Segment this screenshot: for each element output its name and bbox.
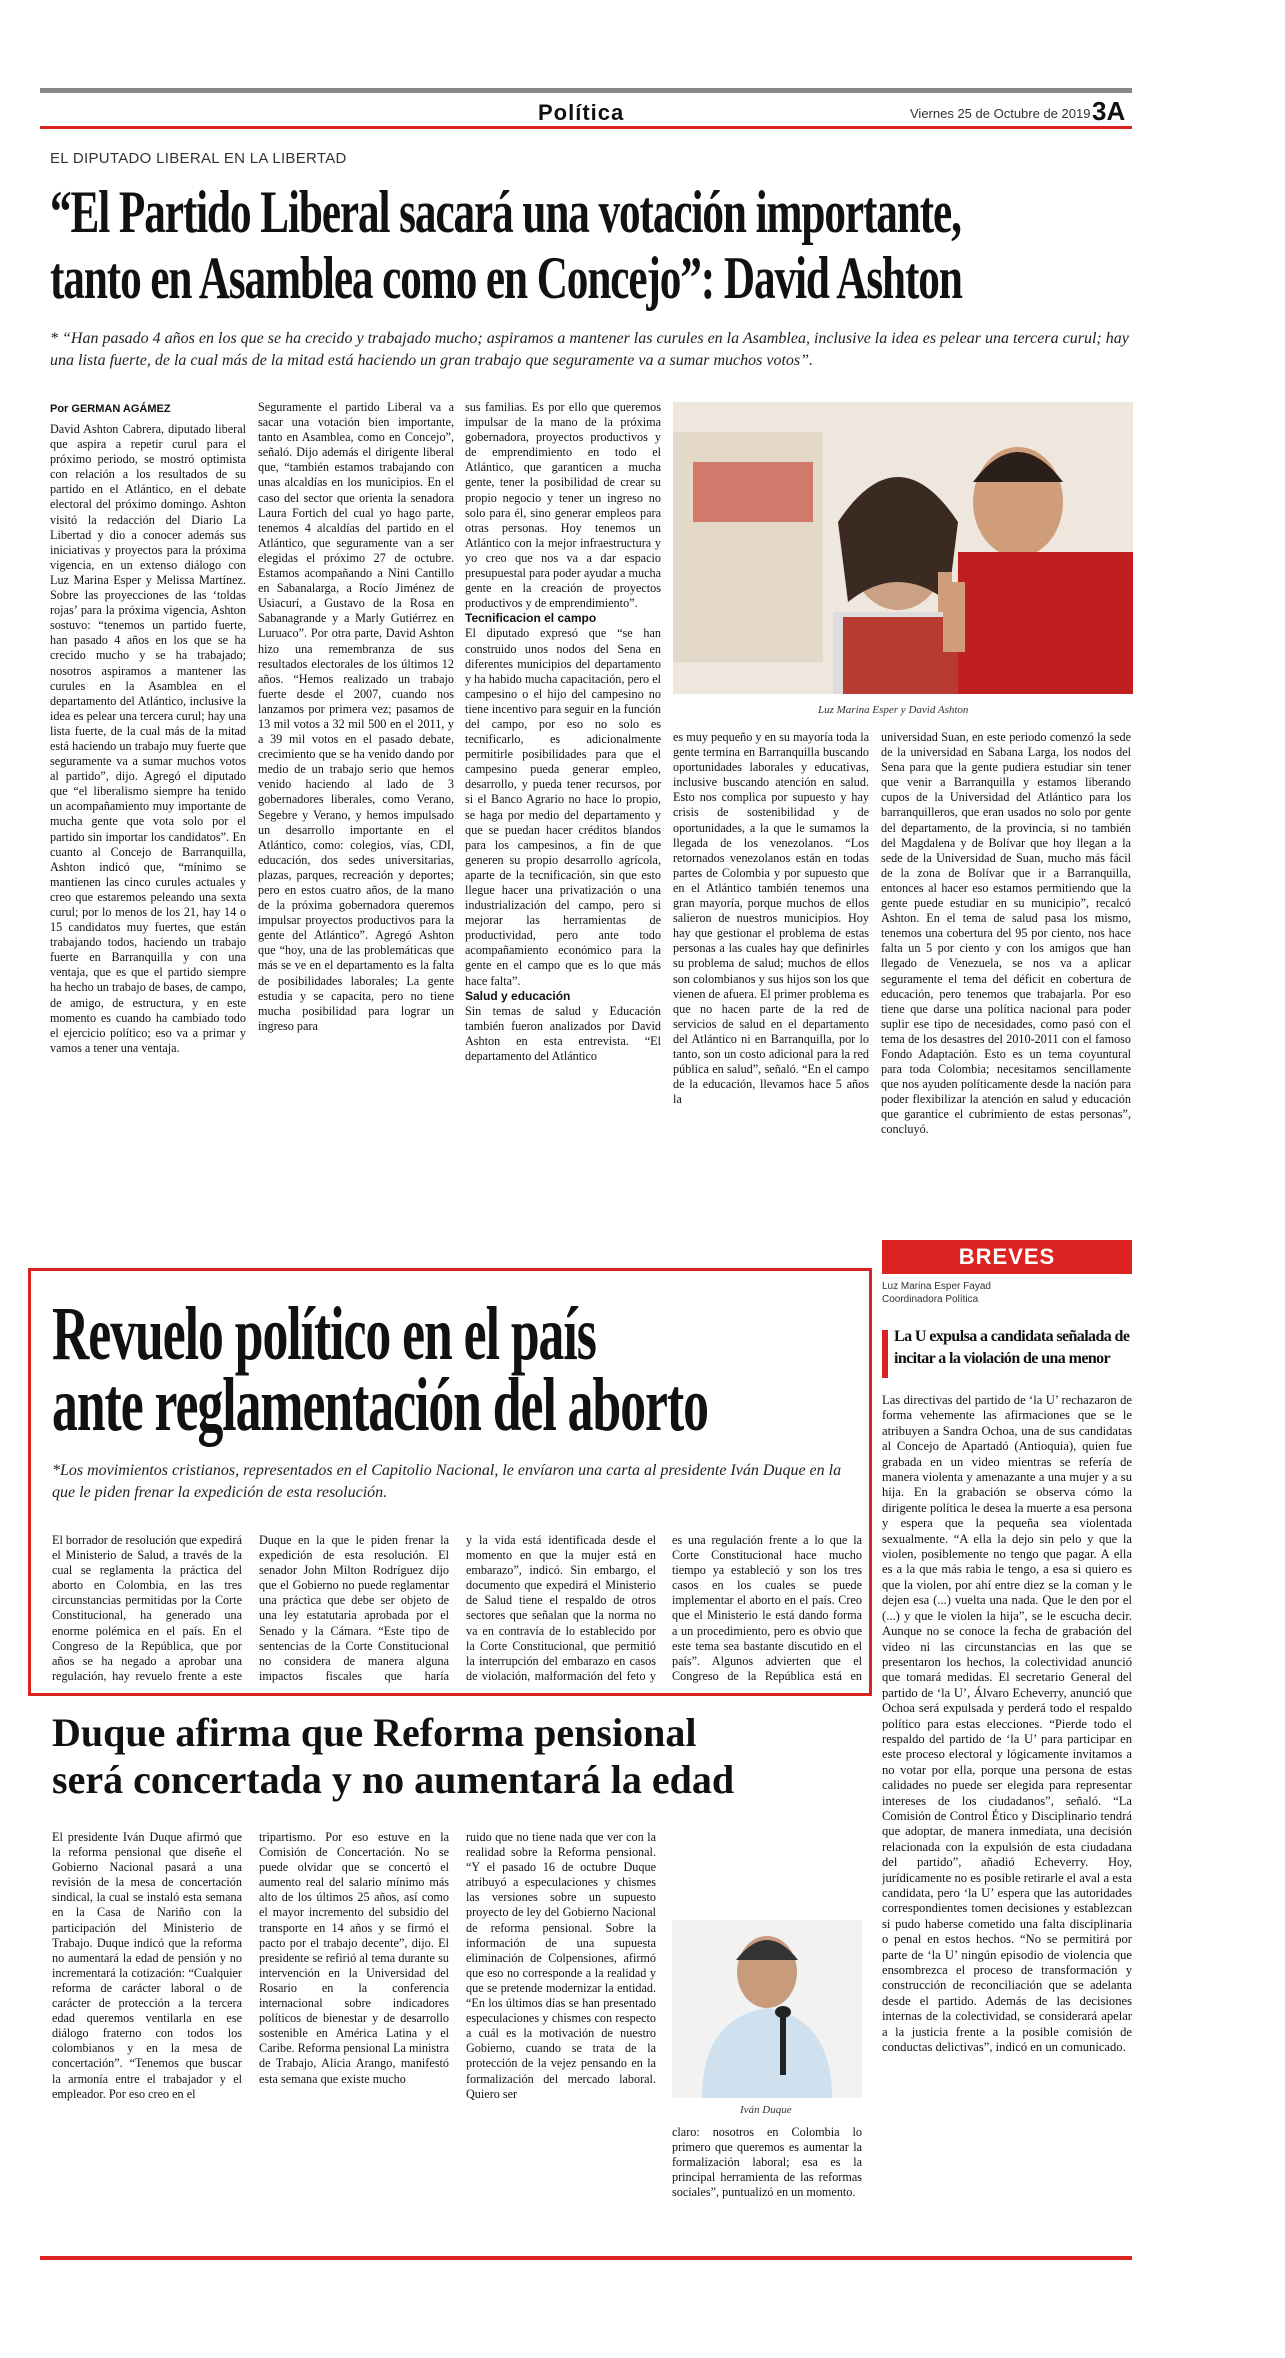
- article1-column-1: [50, 422, 246, 1262]
- paragraph: Las directivas del partido de ‘la U’ rechazaron de forma vehemente las afirmaciones que se le atribuyen a Sandra Ochoa, una de sus candidatas al Concejo de Apartadó (Antioquia), quien fue grabada en un video mientras se refería de manera violenta y amenazante a una mujer y a su hija. En la grabación se observa cómo la dirigente política le desea la muerte a esa persona y espera que la pequeña sea violentada sexualmente. “A ella la dejo sin pelo y que la violen, posiblemente no tengo que pagar. A ella es a la que más rabia le tengo, a esa si quiero es que la violen, por ahí entre diez se la coman y le dejen esa (...) vuelta una nada. Que le den por el (...) y que le violen la hija”, se le escucha decir. Aunque no se conoce la fecha de grabación del video ni las circunstancias en las que se presentaron los hechos, la colectividad anunció que tomará medidas. El secretario General del partido de ‘la U’, Álvaro Echeverry, anunció que Ochoa será expulsada y perderá todo el respaldo político para estas elecciones. “Pierde todo el respaldo del partido de ‘la U’ para participar en este proceso electoral y lógicamente invitamos a no votar por ella, porque una persona de estas calidades no puede ser elegida para representar intereses de los ciudadanos”, señaló. “La Comisión de Control Ético y Disciplinario tendrá que adoptar, de manera inmediata, una decisión relacionada con la expulsión de esta ciudadana del partido”, añadió Echeverry. Hoy, jurídicamente no es posible retirarle el aval a esta candidata, pero ‘la U’ espera que las autoridades correspondientes tomen decisiones y establezcan si pudo haberse cometido una falta disciplinaria o penal en estos hechos. “No se permitirá por parte de ‘la U’ ningún episodio de violencia que ensombrezca el proceso de transformación y construcción de reconciliación que se adelanta desde el partido. Además de las decisiones internas de la colectividad, se considerará apelar a la justicia frente a la posible comisión de conductas delictivas”, indicó en un comunicado.: [882, 1393, 1132, 2055]
- paragraph: tripartismo. Por eso estuve en la Comisión de Concertación. No se puede olvidar que se concertó el aumento real del salario mínimo más alto de los últimos 25 años, así como el mayor incremento del subsidio del transporte en 14 años y se firmó el pacto por el trabajo decente”, dijo. El presidente se refirió al tema durante su intervención en la Universidad del Rosario en la conferencia internacional sobre indicadores políticos de bienestar y de desarrollo sostenible en América Latina y el Caribe. Reforma pensional La ministra de Trabajo, Alicia Arango, manifestó esta semana que existe mucho: [259, 1830, 449, 2086]
- duque-caption: Iván Duque: [740, 2104, 792, 2116]
- article1-column-4: [673, 730, 869, 1262]
- paragraph: sus familias. Es por ello que queremos impulsar de la mano de la próxima gobernadora, proyectos productivos y de emprendimiento en todo el Atlántico, que garanticen a mucha gente, tener la posibilidad de crear su propio negocio y tener un ingreso no solo para él, sino generar empleos para otras personas. Hoy tenemos un Atlántico con la mejor infraestructura y yo creo que nos va a dar espacio presupuestal para poder ayudar a mucha gente en la creación de proyectos productivos y de emprendimiento”.: [465, 400, 661, 611]
- pension-headline-line-1: Duque afirma que Reforma pensional: [52, 1710, 697, 1755]
- paragraph: Sin temas de salud y Educación también fueron analizados por David Ashton en esta entrevista. “El departamento del Atlántico: [465, 1003, 661, 1064]
- photo-illustration: [673, 402, 1133, 694]
- breves-role: Coordinadora Política: [882, 1294, 979, 1305]
- abortion-deck: *Los movimientos cristianos, representados en el Capitolio Nacional, le envíaron una carta al presidente Iván Duque en la que le piden frenar la expedición de esta resolución.: [52, 1462, 842, 1501]
- breves-title: BREVES: [958, 1244, 1056, 1269]
- paragraph: El borrador de resolución que expedirá el Ministerio de Salud, a través de la cual se reglamenta la práctica del aborto en Colombia, en las tres circunstancias permitidas por la Corte Constitucional, ha generado una enorme polémica en el país. En el Congreso de la República, que por años se ha negado a aprobar una regulación, hay revuelo frente a este: [52, 1533, 242, 1683]
- pension-column-2: [259, 1830, 449, 2238]
- header-rule: [40, 126, 1132, 129]
- abortion-column-3: [466, 1533, 656, 1683]
- top-rule: [40, 88, 1132, 93]
- paragraph: claro: nosotros en Colombia lo primero que queremos es aumentar la formalización laboral; esa es la principal herramienta de las reformas sociales”, puntualizó en un momento.: [672, 2125, 862, 2200]
- article1-column-5: [881, 730, 1131, 1245]
- subhead: Tecnificacion el campo: [465, 611, 597, 626]
- paragraph: El diputado expresó que “se han construido unos nodos del Sena en diferentes municipios del departamento y ha habido mucha capacitación, pero el campesino o el hijo del campesino no tiene incentivo para seguir en la función del campo, por eso no solo es tecnificarlo, es adicionalmente permitirle posibilidades para que el campesino pueda generar empleo, desarrollo, y pueda tener recursos, por si el Banco Agrario no hace lo propio, se haga por medio del departamento y que se puedan hacer créditos blandos para los campesinos, a fin de que generen su propio desarrollo agrícola, aparte de la tecnificación, sin que esto llegue hacer una privatización o una industrialización del campo, pero si mejorar las herramientas de productividad, pero ante todo acompañamiento económico para la gente en el campo que es lo que más hace falta”.: [465, 626, 661, 988]
- article-deck: * “Han pasado 4 años en los que se ha crecido y trabajado mucho; aspiramos a mantener las curules en la Asamblea, inclusive la idea es pelear una tercera curul; hay una lista fuerte, de la cual más de la mitad está haciendo un gran trabajo que seguramente va a sumar muchos votos”.: [50, 330, 1129, 369]
- pension-headline-line-2: será concertada y no aumentará la edad: [52, 1757, 735, 1802]
- paragraph: Seguramente el partido Liberal va a sacar una votación bien importante, tanto en Asamblea, como en Concejo”, señaló. Dijo además el dirigente liberal que, “también estamos trabajando con unas alcaldías en los municipios. En el caso del sector que orienta la senadora Laura Fortich del cual yo hago parte, tenemos 4 alcaldías del partido en el Atlántico, que seguramente van a ser elegidas el próximo 27 de octubre. Estamos acompañando a Nini Cantillo en Sabanalarga, a Rocío Jiménez de Usiacurí, a Gustavo de la Rosa en Sabanagrande y a Marly Gutiérrez en Luruaco”. Por otra parte, David Ashton hizo una remembranza de sus resultados electorales de los últimos 12 años. “Hemos realizado un trabajo fuerte desde el 2007, cuando nos lanzamos por primera vez; pasamos de 13 mil votos a 32 mil 500 en el 2011, y a 39 mil votos en el pasado debate, crecimiento que se ha venido dando por medio de un trabajo serio que hemos venido haciendo al lado de 3 gobernadores liberales, como Verano, Segebre y Verano, y hemos impulsado un desarrollo importante en el Atlántico, como: colegios, vías, CDI, educación, dos sedes universitarias, plazas, parques, recreación y deportes; pero en estos cuatro años, de la mano de la próxima gobernadora queremos impulsar proyectos productivos para la gente del Atlántico”. Agregó Ashton que “hoy, una de las problemáticas que más se ve en el departamento es la falta de posibilidades laborales; La gente estudia y se capacita, pero no tiene mucha posibilidad para lograr un ingreso para: [258, 400, 454, 1033]
- breves-banner: [882, 1240, 1132, 1274]
- breves-headline: La U expulsa a candidata señalada de incitar a la violación de una menor: [894, 1328, 1130, 1367]
- paragraph: ruido que no tiene nada que ver con la realidad sobre la Reforma pensional. “Y el pasado 16 de octubre Duque atribuyó a especulaciones y chismes las versiones sobre un supuesto proyecto de ley del Gobierno Nacional de reforma pensional. Sobre la información de una supuesta eliminación de Colpensiones, afirmó que eso no corresponde a la realidad y que se pretende modernizar la entidad. “En los últimos días se han presentado especulaciones y chismes con respecto a cuál es la motivación de nuestro Gobierno, cuando se trata de la protección de la vejez pensando en la formalización del mercado laboral. Quiero ser: [466, 1830, 656, 2101]
- abortion-headline-line-1: Revuelo político en el país: [52, 1292, 596, 1376]
- issue-date: Viernes 25 de Octubre de 2019: [910, 106, 1091, 121]
- breves-body: [882, 1393, 1132, 2253]
- byline: Por GERMAN AGÁMEZ: [50, 403, 171, 415]
- breves-accent: [882, 1330, 888, 1378]
- pension-column-1: [52, 1830, 242, 2238]
- paragraph: es muy pequeño y en su mayoría toda la gente termina en Barranquilla buscando oportunidades laborales y educativas, inclusive buscando atención en salud. Esto nos complica por supuesto y hay crisis de sostenibilidad y de oportunidades, a la que le sumamos la llegada de los venezolanos. “Los retornados venezolanos están en todas partes de Colombia y por supuesto que en el Atlántico también tenemos una gran mayoría, porque muchos de ellos salieron de nuestros municipios. Hoy hay que gestionar el problema de estas personas a las cuales hay que definirles su problema de salud; muchos de ellos son colombianos y sus hijos son los que vienen de afuera. El primer problema es que no hacen parte de la red de servicios de salud en el departamento del Atlántico ni en Barranquilla, por lo tanto, son un costo adicional para la red pública en salud”, señaló. “En el campo de la educación, llevamos hace 5 años la: [673, 730, 869, 1107]
- headline-line-1: “El Partido Liberal sacará una votación importante,: [50, 179, 961, 245]
- article1-column-2: [258, 400, 454, 1262]
- bottom-rule: [40, 2256, 1132, 2260]
- paragraph: El presidente Iván Duque afirmó que la reforma pensional que diseñe el Gobierno Nacional pasará a una revisión de la mesa de concertación sindical, la cual se instaló esta semana en la Casa de Nariño con la participación del Ministerio de Trabajo. Duque indicó que la reforma no aumentará la edad de pensión y no incrementará la cotización: “Cualquier reforma de carácter laboral o de carácter de protección a la tercera edad queremos ventilarla en ese diálogo fraterno con todos los colombianos y en la mesa de concertación”. “Tenemos que buscar la armonía entre el trabajador y el empleador. Por eso creo en el: [52, 1830, 242, 2101]
- abortion-column-2: [259, 1533, 449, 1683]
- duque-photo-illustration: [672, 1920, 862, 2098]
- pension-column-4: [672, 2125, 862, 2238]
- paragraph: y la vida está identificada desde el momento en que la mujer está en embarazo”, indicó. Sin embargo, el documento que expedirá el Ministerio de Salud tiene el respaldo de otros sectores que señalan que la norma no va en contravía de lo establecido por la Corte Constitucional, que permitió la interrupción del embarazo en casos de violación, malformación del feto y: [466, 1533, 656, 1683]
- article1-column-3: [465, 400, 661, 1262]
- kicker: EL DIPUTADO LIBERAL EN LA LIBERTAD: [50, 150, 347, 167]
- paragraph: universidad Suan, en este periodo comenzó la sede de la universidad en Sabana Larga, los nodos del Sena para que la gente pudiera estudiar sin tener que venir a Barranquilla y estamos liberando cupos de la Universidad del Atlántico para los barranquilleros, que eran usados no solo por gente del departamento, de la provincia, si no también del Magdalena y de Bolívar que hoy llegan a la sede de la Universidad de Suan, mucho más fácil de la zona de Bolívar que ir a Barranquilla, entonces al hacer eso estamos permitiendo que la gente puede estudiar en su municipio”, recalcó Ashton. En el tema de salud pasa los mismo, tenemos una cobertura del 95 por ciento, nos hace falta un 5 por ciento y con los amigos que han llegado de Venezuela, se nos va a aplicar seguramente el tema del déficit en cobertura de educación, pero tenemos que trabajarla. Por eso tiene que darse una política nacional para poder suplir ese tipo de necesidades, como pasó con el tema de los desastres del 2010-2011 con el famoso Fondo Adaptación. Esto es un tema coyuntural para toda Colombia; necesitamos sencillamente que nos ayuden políticamente desde la nación para poder flexibilizar la atención en salud y educación que garantice el cubrimiento de estas personas”, concluyó.: [881, 730, 1131, 1137]
- paragraph: David Ashton Cabrera, diputado liberal que aspira a repetir curul para el próximo periodo, se mostró optimista con relación a los resultados de su partido en el Atlántico, en el debate electoral del próximo domingo. Ashton visitó la redacción del Diario La Libertad y dio a conocer además sus iniciativas y proyectos para la próxima vigencia, en un extenso diálogo con Luz Marina Esper y Melissa Martínez. Sobre las proyecciones de las ‘toldas rojas’ para la próxima vigencia, Ashton sostuvo: “tenemos un partido fuerte, han pasado 4 años en los que se ha crecido mucho y se ha trabajado; nosotros aspiramos a mantener las curules en la Asamblea en el departamento del Atlántico, inclusive la idea es pelear una tercera curul; hay una lista fuerte, de la cual más de la mitad está haciendo un trabajo muy fuerte que seguramente va a sumar muchos votos al partido”, dijo. Agregó el diputado que “el liberalismo siempre ha tenido un acompañamiento muy importante de mucha gente que vota solo por el partido sin importar los candidatos”. En cuanto al Concejo de Barranquilla, Ashton indicó que, “mínimo se mantienen las cinco curules actuales y creo que estaremos peleando una sexta curul; por lo menos de los 21, hay 14 o 15 candidatos muy fuertes, que están trabajando todos, haciendo un trabajo fuerte en Barranquilla y con una ventaja, que es que el partido siempre ha hecho un trabajo de bases, de campo, de amigo, de estructura, y en este momento es cuando ha cambiado todo el ejercicio político; eso va a primar y vamos a tener una ventaja.: [50, 422, 246, 1055]
- abortion-headline-line-2: ante reglamentación del aborto: [52, 1363, 708, 1447]
- duque-photo: [672, 1920, 862, 2098]
- ashton-photo: [673, 402, 1133, 694]
- photo-caption: Luz Marina Esper y David Ashton: [818, 704, 969, 716]
- page-number: 3A: [1092, 96, 1126, 126]
- abortion-column-4: [672, 1533, 862, 1683]
- section-label: Política: [538, 100, 625, 125]
- subhead: Salud y educación: [465, 988, 571, 1003]
- abortion-column-1: [52, 1533, 242, 1683]
- paragraph: Duque en la que le piden frenar la expedición de esta resolución. El senador John Milton Rodríguez dijo que el Gobierno no puede reglamentar una práctica que debe ser objeto de una ley estatutaria aprobada por el Senado y la Cámara. “Este tipo de sentencias de la Corte Constitucional no considera de manera alguna impactos fiscales que haría: [259, 1533, 449, 1683]
- headline-line-2: tanto en Asamblea como en Concejo”: David Ashton: [50, 245, 962, 311]
- paragraph: es una regulación frente a lo que la Corte Constitucional hace mucho tiempo ya estableció y son los tres casos en los cuales se puede implementar el aborto en el país. Creo que el Ministerio le está dando forma a un procedimiento, pero es obvio que este tema sea bastante discutido en el país”. Algunos advierten que el Congreso de la República está en: [672, 1533, 862, 1683]
- pension-column-3: [466, 1830, 656, 2238]
- breves-author: Luz Marina Esper Fayad: [882, 1281, 991, 1292]
